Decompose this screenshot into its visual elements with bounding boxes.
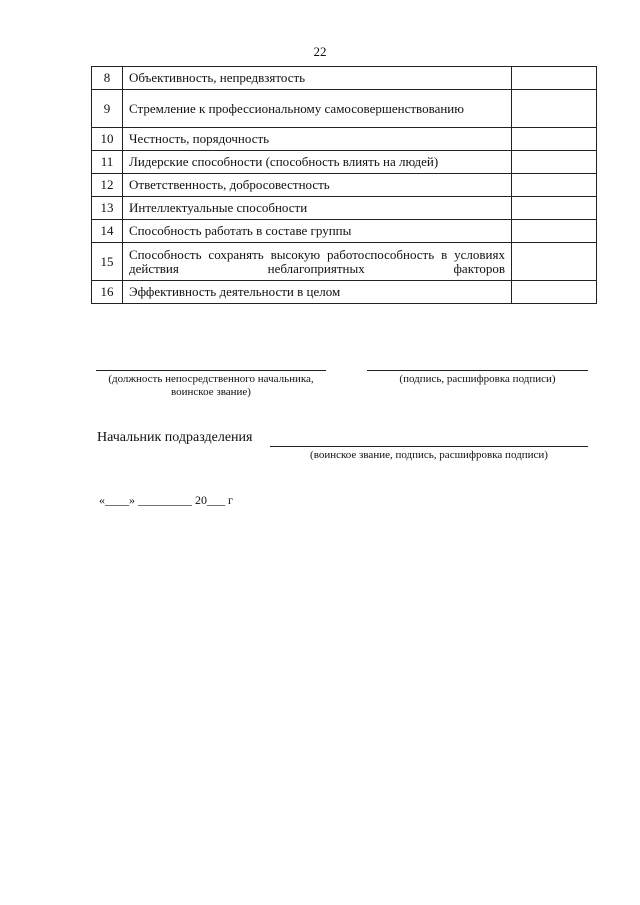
supervisor-position-line[interactable] — [96, 370, 326, 371]
row-criterion: Стремление к профессиональному самосовершенствованию — [123, 90, 512, 128]
score-cell[interactable] — [512, 243, 597, 281]
table-row — [92, 243, 597, 281]
table-row — [92, 90, 597, 128]
table-row — [92, 128, 597, 151]
date-line[interactable]: «____» _________ 20___ г — [99, 493, 233, 507]
row-criterion: Лидерские способности (способность влиять на людей) — [123, 151, 512, 174]
head-of-unit-label: Начальник подразделения — [97, 430, 253, 445]
row-criterion: Способность работать в составе группы — [123, 220, 512, 243]
score-cell[interactable] — [512, 128, 597, 151]
score-cell[interactable] — [512, 151, 597, 174]
row-criterion: Эффективность деятельности в целом — [123, 281, 512, 304]
signature-caption: (подпись, расшифровка подписи) — [399, 373, 556, 385]
table-row — [92, 151, 597, 174]
table-row — [92, 281, 597, 304]
row-criterion: Честность, порядочность — [123, 128, 512, 151]
score-cell[interactable] — [512, 67, 597, 90]
head-signature-line[interactable] — [270, 446, 588, 447]
row-number: 13 — [92, 197, 123, 220]
supervisor-caption-line1: (должность непосредственного начальника, — [108, 373, 314, 385]
score-cell[interactable] — [512, 220, 597, 243]
score-cell[interactable] — [512, 197, 597, 220]
score-cell[interactable] — [512, 90, 597, 128]
score-cell[interactable] — [512, 174, 597, 197]
row-criterion: Объективность, непредвзятость — [123, 67, 512, 90]
criteria-table — [91, 66, 597, 304]
row-number: 10 — [92, 128, 123, 151]
row-number: 16 — [92, 281, 123, 304]
supervisor-caption-line2: воинское звание) — [171, 386, 251, 398]
row-criterion: Ответственность, добросовестность — [123, 174, 512, 197]
row-number: 14 — [92, 220, 123, 243]
score-cell[interactable] — [512, 281, 597, 304]
row-number: 11 — [92, 151, 123, 174]
row-number: 15 — [92, 243, 123, 281]
table-row — [92, 67, 597, 90]
row-number: 12 — [92, 174, 123, 197]
supervisor-caption — [96, 373, 326, 399]
table-row — [92, 174, 597, 197]
row-criterion: Интеллектуальные способности — [123, 197, 512, 220]
page-number: 22 — [313, 44, 327, 59]
table-row — [92, 220, 597, 243]
supervisor-signature-line[interactable] — [367, 370, 588, 371]
row-number: 8 — [92, 67, 123, 90]
table-row — [92, 197, 597, 220]
row-criterion: Способность сохранять высокую работоспособность в условиях действия неблагоприятных факторов — [123, 243, 512, 281]
row-number: 9 — [92, 90, 123, 128]
head-caption: (воинское звание, подпись, расшифровка подписи) — [310, 449, 548, 461]
